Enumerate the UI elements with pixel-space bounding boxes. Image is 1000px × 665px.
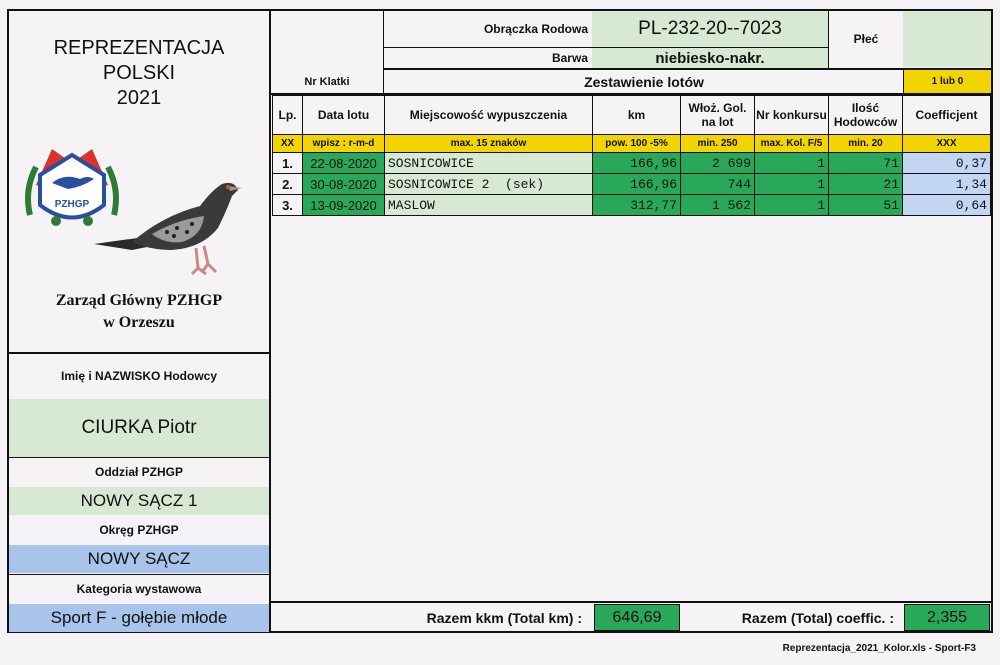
row-place: SOSNICOWICE 2 (sek) — [385, 174, 593, 195]
row-lp: 1. — [273, 153, 303, 174]
row-birds: 2 699 — [681, 153, 755, 174]
total-km-value: 646,69 — [594, 604, 680, 631]
flights-table — [272, 95, 991, 216]
row-date: 30-08-2020 — [303, 174, 385, 195]
header-contest: Nr konkursu — [755, 96, 829, 135]
table-header-row — [273, 96, 991, 135]
nr-klatki-label: Nr Klatki — [304, 76, 350, 88]
row-place: MASLOW — [385, 195, 593, 216]
total-coef-value: 2,355 — [904, 604, 990, 631]
total-coef-label: Razem (Total) coeffic. : — [741, 609, 894, 626]
req-km: pow. 100 -5% — [593, 135, 681, 153]
svg-text:PZHGP: PZHGP — [54, 199, 90, 210]
req-date: wpisz : r-m-d — [303, 135, 385, 153]
sex-value — [903, 11, 991, 67]
header-breeders: Ilość Hodowców — [829, 96, 903, 135]
footer-filename: Reprezentacja_2021_Kolor.xls - Sport-F3 — [782, 643, 976, 654]
district-label: Okręg PZHGP — [99, 523, 179, 537]
row-place: SOSNICOWICE — [385, 153, 593, 174]
total-km-label: Razem kkm (Total km) : — [426, 609, 582, 626]
row-contest: 1 — [755, 153, 829, 174]
req-breeders: min. 20 — [829, 135, 903, 153]
table-row — [273, 174, 991, 195]
header-place: Miejscowość wypuszczenia — [385, 96, 593, 135]
row-birds: 744 — [681, 174, 755, 195]
title-block — [9, 36, 269, 111]
row-breeders: 51 — [829, 195, 903, 216]
category-label: Kategoria wystawowa — [76, 582, 202, 596]
flag-label: 1 lub 0 — [903, 70, 991, 93]
row-km: 166,96 — [593, 174, 681, 195]
requirements-row — [273, 135, 991, 153]
table-row — [273, 153, 991, 174]
req-lp: XX — [273, 135, 303, 153]
title-line-3: 2021 — [116, 87, 162, 109]
category-value: Sport F - gołębie młode — [9, 604, 269, 632]
row-km: 312,77 — [593, 195, 681, 216]
row-date: 13-09-2020 — [303, 195, 385, 216]
table-row — [273, 195, 991, 216]
row-contest: 1 — [755, 195, 829, 216]
district-value: NOWY SĄCZ — [9, 545, 269, 573]
row-coef: 0,64 — [903, 195, 991, 216]
row-coef: 0,37 — [903, 153, 991, 174]
header-birds: Włoż. Gol. na lot — [681, 96, 755, 135]
title-line-2: POLSKI — [102, 62, 176, 84]
section-title: Zestawienie lotów — [584, 73, 704, 90]
req-place: max. 15 znaków — [385, 135, 593, 153]
breeder-name: CIURKA Piotr — [9, 399, 269, 457]
req-contest: max. Kol. F/5 — [755, 135, 829, 153]
color-value: niebiesko-nakr. — [592, 48, 828, 68]
header-km: km — [593, 96, 681, 135]
row-lp: 2. — [273, 174, 303, 195]
ring-value: PL-232-20--7023 — [592, 11, 828, 47]
row-birds: 1 562 — [681, 195, 755, 216]
header-lp: Lp. — [273, 96, 303, 135]
org-block — [9, 290, 269, 334]
row-date: 22-08-2020 — [303, 153, 385, 174]
ring-label: Obrączka Rodowa — [483, 22, 588, 36]
branch-label: Oddział PZHGP — [94, 465, 183, 479]
org-line-2: w Orzeszu — [103, 314, 175, 331]
pigeon-image-icon — [92, 176, 247, 280]
req-coef: XXX — [903, 135, 991, 153]
row-breeders: 71 — [829, 153, 903, 174]
header-coef: Coefficjent — [903, 96, 991, 135]
sex-label: Płeć — [853, 32, 879, 46]
row-contest: 1 — [755, 174, 829, 195]
color-label: Barwa — [551, 51, 588, 65]
row-breeders: 21 — [829, 174, 903, 195]
row-coef: 1,34 — [903, 174, 991, 195]
header-date: Data lotu — [303, 96, 385, 135]
req-birds: min. 250 — [681, 135, 755, 153]
row-km: 166,96 — [593, 153, 681, 174]
branch-value: NOWY SĄCZ 1 — [9, 487, 269, 515]
row-lp: 3. — [273, 195, 303, 216]
breeder-label: Imię i NAZWISKO Hodowcy — [60, 369, 217, 383]
title-line-1: REPREZENTACJA — [53, 37, 225, 59]
org-line-1: Zarząd Główny PZHGP — [55, 292, 223, 309]
